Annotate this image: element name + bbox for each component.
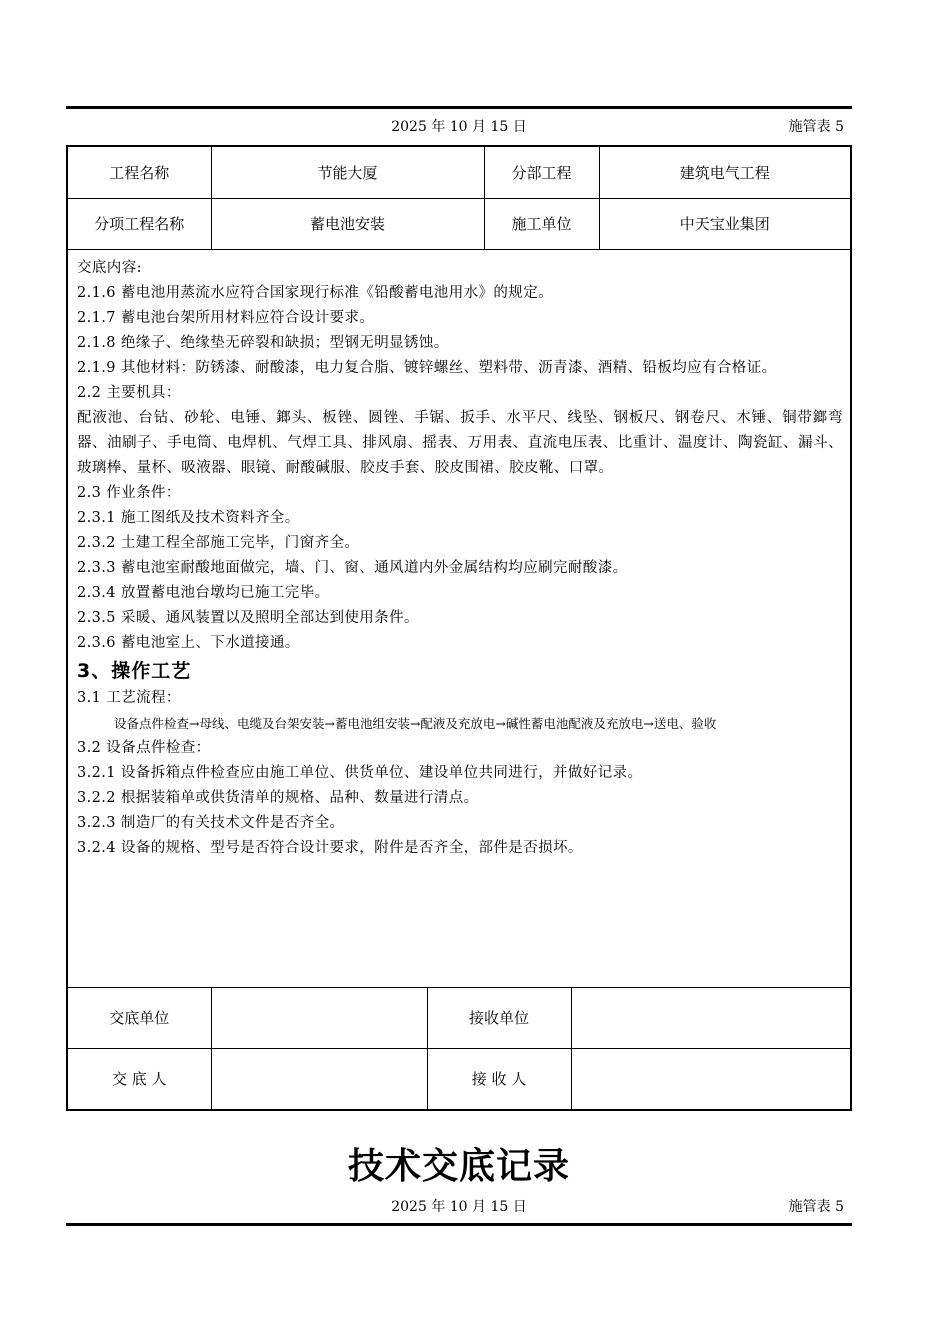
content-intro: 交底内容: xyxy=(77,260,142,276)
content-line: 3.2 设备点件检查： xyxy=(77,740,211,756)
receiver-person-label: 接 收 人 xyxy=(427,1048,571,1109)
footer-meta xyxy=(66,1196,852,1218)
signature-row-unit xyxy=(68,987,850,1048)
top-rule xyxy=(66,106,852,109)
receiver-unit-field[interactable] xyxy=(571,987,850,1048)
issuer-unit-label: 交底单位 xyxy=(68,987,211,1048)
contractor-value: 中天宝业集团 xyxy=(599,198,850,249)
content-line: 2.3.3 蓄电池室耐酸地面做完，墙、门、窗、通风道内外金属结构均应刷完耐酸漆。 xyxy=(77,560,628,576)
content-line: 3.2.3 制造厂的有关技术文件是否齐全。 xyxy=(77,815,345,831)
subitem-value: 蓄电池安装 xyxy=(211,198,484,249)
issuer-unit-field[interactable] xyxy=(211,987,427,1048)
tool-list: 配液池、台钻、砂轮、电锤、鎯头、板锉、圆锉、手锯、扳手、水平尺、线坠、钢板尺、钢卷尺、木锤、铜带鎯弯器、油刷子、手电筒、电焊机、气焊工具、排风扇、摇表、万用表、直流电压表、比重计、温度计、陶瓷缸、漏斗、玻璃棒、量杯、吸液器、眼镜、耐酸碱服、胶皮手套、胶皮围裙、胶皮靴、口罩。 xyxy=(77,410,843,476)
signature-row-person xyxy=(68,1048,850,1109)
content-line: 2.1.9 其他材料：防锈漆、耐酸漆，电力复合脂、镀锌螺丝、塑料带、沥青漆、酒精、铅板均应有合格证。 xyxy=(77,360,777,376)
disclosure-content xyxy=(77,256,843,861)
content-line: 2.2 主要机具： xyxy=(77,385,181,401)
content-line: 2.3.2 土建工程全部施工完毕，门窗齐全。 xyxy=(77,535,360,551)
disclosure-form xyxy=(66,145,852,1111)
document-title: 技术交底记录 xyxy=(347,1146,570,1187)
footer-form-number: 施管表 5 xyxy=(788,1199,844,1215)
process-flow: 设备点件检查→母线、电缆及台架安装→蓄电池组安装→配液及充放电→碱性蓄电池配液及充放电→送电、验收 xyxy=(114,716,717,731)
content-line: 2.3.5 采暖、通风装置以及照明全部达到使用条件。 xyxy=(77,610,419,626)
division-value: 建筑电气工程 xyxy=(599,147,850,198)
content-line: 2.1.6 蓄电池用蒸流水应符合国家现行标准《铅酸蓄电池用水》的规定。 xyxy=(77,285,554,301)
process-label: 3.1 工艺流程： xyxy=(77,690,181,706)
header-form-number: 施管表 5 xyxy=(788,119,844,135)
content-line: 2.3.4 放置蓄电池台墩均已施工完毕。 xyxy=(77,585,330,601)
info-table xyxy=(68,147,850,250)
signature-table xyxy=(68,987,850,1110)
division-label: 分部工程 xyxy=(484,147,599,198)
content-line: 3.2.2 根据装箱单或供货清单的规格、品种、数量进行清点。 xyxy=(77,790,479,806)
subitem-label: 分项工程名称 xyxy=(68,198,211,249)
section-heading: 3、操作工艺 xyxy=(77,660,192,682)
info-row-subitem xyxy=(68,198,850,249)
receiver-person-field[interactable] xyxy=(571,1048,850,1109)
issuer-person-field[interactable] xyxy=(211,1048,427,1109)
content-line: 2.3.1 施工图纸及技术资料齐全。 xyxy=(77,510,300,526)
header-date: 2025 年 10 月 15 日 xyxy=(391,119,527,135)
content-line: 2.3 作业条件： xyxy=(77,485,181,501)
project-name-label: 工程名称 xyxy=(68,147,211,198)
content-line: 2.1.7 蓄电池台架所用材料应符合设计要求。 xyxy=(77,310,375,326)
content-line: 3.2.1 设备拆箱点件检查应由施工单位、供货单位、建设单位共同进行，并做好记录。 xyxy=(77,765,643,781)
footer-date: 2025 年 10 月 15 日 xyxy=(391,1199,527,1215)
content-line: 3.2.4 设备的规格、型号是否符合设计要求，附件是否齐全，部件是否损坏。 xyxy=(77,840,583,856)
bottom-rule xyxy=(66,1223,852,1226)
receiver-unit-label: 接收单位 xyxy=(427,987,571,1048)
info-row-project xyxy=(68,147,850,198)
header-meta xyxy=(66,116,852,138)
content-line: 2.3.6 蓄电池室上、下水道接通。 xyxy=(77,635,300,651)
issuer-person-label: 交 底 人 xyxy=(68,1048,211,1109)
content-line: 2.1.8 绝缘子、绝缘垫无碎裂和缺损；型钢无明显锈蚀。 xyxy=(77,335,449,351)
contractor-label: 施工单位 xyxy=(484,198,599,249)
project-name-value: 节能大厦 xyxy=(211,147,484,198)
